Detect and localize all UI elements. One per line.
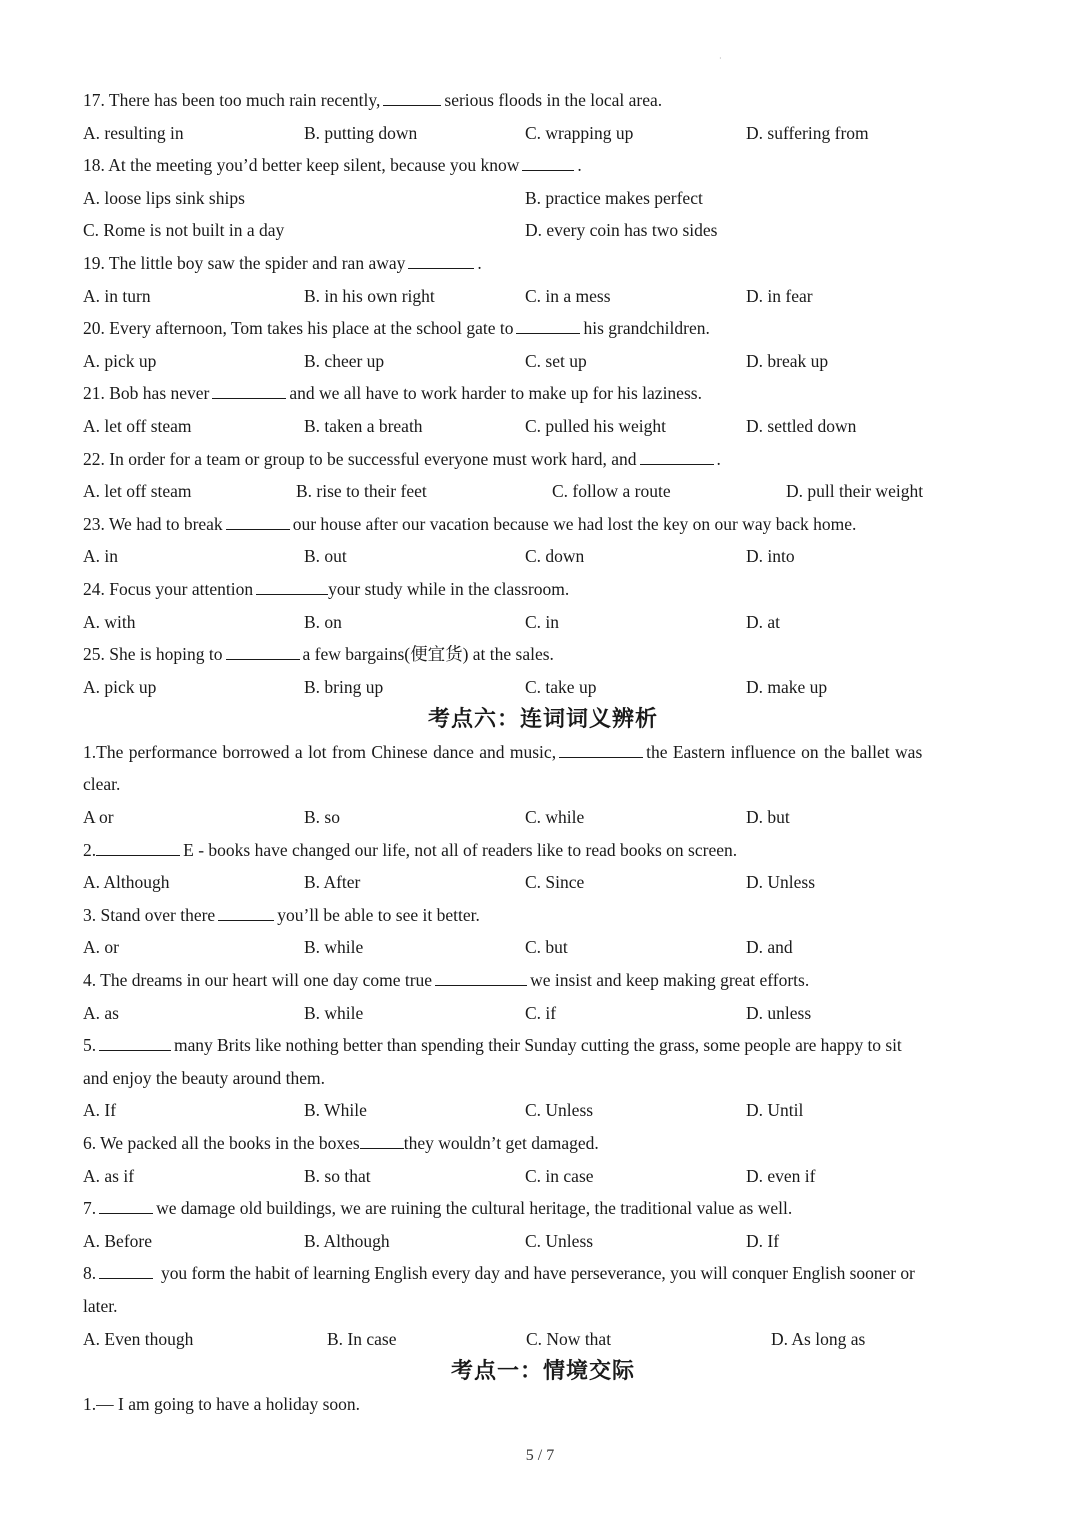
option-d: D. If [746, 1230, 780, 1251]
answer-blank [226, 643, 300, 660]
options-c2 [83, 866, 1003, 899]
option-d: D. and [746, 937, 793, 958]
option-d: D. As long as [771, 1328, 866, 1349]
option-b: B. Although [304, 1230, 390, 1251]
options-19 [83, 280, 1003, 313]
option-a: A. let off steam [83, 415, 192, 436]
question-text: 6. We packed all the books in the boxes [83, 1133, 360, 1153]
option-c: C. down [525, 546, 585, 567]
option-a: A. as if [83, 1165, 135, 1186]
answer-blank [218, 904, 274, 921]
answer-blank [99, 1197, 153, 1214]
question-text: 17. There has been too much rain recently, [83, 90, 381, 110]
question-text: the Eastern influence on the ballet was [646, 741, 923, 762]
option-b: B. in his own right [304, 285, 435, 306]
option-a: A. resulting in [83, 122, 184, 143]
answer-blank [212, 382, 286, 399]
conjunction-question-5 [83, 1029, 1003, 1062]
conjunction-question-2 [83, 834, 1003, 867]
question-23 [83, 508, 1003, 541]
option-a: A. or [83, 937, 119, 958]
option-d: D. at [746, 611, 781, 632]
option-a: A. with [83, 611, 136, 632]
question-text: 1.The performance borrowed a lot from Chinese dance and music, [83, 741, 557, 762]
option-c: C. take up [525, 676, 597, 697]
conjunction-question-6 [83, 1127, 1003, 1160]
question-text: 8. [83, 1263, 97, 1284]
answer-blank [516, 317, 580, 334]
option-c: C. follow a route [552, 481, 671, 502]
option-c: C. while [525, 807, 585, 828]
question-text: . [716, 448, 721, 469]
options-24 [83, 606, 1003, 639]
option-d: D. suffering from [746, 122, 869, 143]
question-text: . [477, 252, 482, 273]
answer-blank [96, 839, 180, 856]
option-c: C. in a mess [525, 285, 611, 306]
option-d: D. in fear [746, 285, 813, 306]
question-18 [83, 149, 1003, 182]
option-b: B. out [304, 546, 347, 567]
answer-blank [360, 1132, 404, 1149]
question-continuation: and enjoy the beauty around them. [83, 1067, 326, 1088]
option-b: B. While [304, 1100, 367, 1121]
options-17 [83, 117, 1003, 150]
options-c4 [83, 997, 1003, 1030]
section-heading: 考点六：连词词义辨析 [427, 706, 658, 733]
answer-blank [226, 513, 290, 530]
option-b: B. while [304, 937, 364, 958]
option-b: B. putting down [304, 122, 418, 143]
answer-blank [256, 578, 328, 595]
option-d: D. into [746, 546, 795, 567]
option-b: B. rise to their feet [296, 481, 427, 502]
options-23 [83, 540, 1003, 573]
option-c: C. in [525, 611, 560, 632]
option-d: D. unless [746, 1002, 812, 1023]
conjunction-question-3 [83, 899, 1003, 932]
document-page [83, 84, 1003, 1420]
question-text: 4. The dreams in our heart will one day come true [83, 970, 433, 991]
question-text: you’ll be able to see it better. [277, 904, 480, 925]
option-c: C. if [525, 1002, 557, 1023]
conjunction-question-8 [83, 1257, 1003, 1290]
answer-blank [559, 741, 643, 758]
options-25 [83, 671, 1003, 704]
question-text: they wouldn’t get damaged. [403, 1133, 599, 1153]
answer-blank [640, 448, 714, 465]
option-c: C. set up [525, 350, 587, 371]
option-c: C. Unless [525, 1230, 594, 1251]
question-text: 7. [83, 1198, 97, 1219]
question-text: your study while in the classroom. [328, 578, 570, 599]
question-text: our house after our vacation because we had lost the key on our way back home. [292, 513, 857, 534]
question-text: 22. In order for a team or group to be successful everyone must work hard, and [83, 448, 637, 469]
answer-blank [383, 89, 441, 106]
question-21 [83, 377, 1003, 410]
option-a: A. pick up [83, 676, 157, 697]
question-text: 21. Bob has never [83, 383, 210, 404]
page-number: 5 / 7 [525, 1447, 555, 1464]
question-24 [83, 573, 1003, 606]
option-b: B. so that [304, 1165, 371, 1186]
options-22 [83, 475, 1003, 508]
option-a: A. as [83, 1002, 119, 1023]
options-c1 [83, 801, 1003, 834]
conjunction-question-1 [83, 736, 1003, 769]
answer-blank [99, 1034, 171, 1051]
option-a: A. pick up [83, 350, 157, 371]
options-21 [83, 410, 1003, 443]
option-d: D. Until [746, 1100, 804, 1121]
conjunction-question-4 [83, 964, 1003, 997]
question-text: 19. The little boy saw the spider and ran away [83, 252, 406, 273]
option-b: B. After [304, 872, 361, 893]
option-c: C. Since [525, 872, 585, 893]
question-text: 18. At the meeting you’d better keep silent, because you know [83, 155, 520, 176]
question-text: we insist and keep making great efforts. [530, 970, 810, 991]
question-text: 23. We had to break [83, 513, 223, 534]
question-text: 25. She is hoping to [83, 644, 223, 665]
option-a: A. Although [83, 872, 170, 893]
option-b: B. cheer up [304, 350, 385, 371]
question-text: serious floods in the local area. [444, 90, 663, 110]
option-b: B. taken a breath [304, 415, 423, 436]
option-d: D. Unless [746, 872, 816, 893]
option-c: C. pulled his weight [525, 415, 666, 436]
question-continuation: later. [83, 1295, 118, 1316]
question-text: we damage old buildings, we are ruining the cultural heritage, the traditional value as well. [156, 1198, 793, 1219]
options-18-row1 [83, 182, 1003, 215]
option-a: A. If [83, 1100, 117, 1121]
question-text: his grandchildren. [583, 318, 710, 339]
option-b: B. bring up [304, 676, 384, 697]
question-17 [83, 84, 1003, 117]
option-b: B. so [304, 807, 340, 828]
question-text: many Brits like nothing better than spending their Sunday cutting the grass, some people are happy to sit [174, 1035, 902, 1056]
options-18-row2 [83, 214, 1003, 247]
question-text: 5. [83, 1035, 97, 1056]
option-b: B. practice makes perfect [525, 187, 703, 208]
dialogue-question-1: 1.— I am going to have a holiday soon. [83, 1393, 361, 1414]
option-a: A. Before [83, 1230, 153, 1251]
options-c3 [83, 931, 1003, 964]
options-c7 [83, 1225, 1003, 1258]
option-d: D. even if [746, 1165, 816, 1186]
option-c: C. Now that [526, 1328, 612, 1349]
option-a: A. Even though [83, 1328, 194, 1349]
conjunction-question-7 [83, 1192, 1003, 1225]
option-b: B. In case [327, 1328, 397, 1349]
question-text: 3. Stand over there [83, 904, 216, 925]
option-c: C. wrapping up [525, 122, 634, 143]
option-a: A or [83, 807, 114, 828]
answer-blank [435, 969, 527, 986]
option-d: D. every coin has two sides [525, 220, 718, 241]
answer-blank [522, 154, 574, 171]
option-d: D. break up [746, 350, 829, 371]
question-text: E - books have changed our life, not all of readers like to read books on screen. [183, 839, 738, 860]
option-c: C. Unless [525, 1100, 594, 1121]
question-text: 24. Focus your attention [83, 578, 254, 599]
question-20 [83, 312, 1003, 345]
option-c: C. but [525, 937, 568, 958]
option-d: D. pull their weight [786, 481, 924, 502]
question-text: a few bargains(便宜货) at the sales. [302, 644, 554, 665]
question-25 [83, 638, 1003, 671]
answer-blank [408, 252, 474, 269]
option-c: C. in case [525, 1165, 594, 1186]
answer-blank [99, 1262, 153, 1279]
question-text: 2. [83, 839, 97, 860]
option-b: B. on [304, 611, 342, 632]
option-d: D. settled down [746, 415, 857, 436]
section-heading: 考点一：情境交际 [450, 1358, 635, 1385]
question-text: 20. Every afternoon, Tom takes his place at the school gate to [83, 318, 514, 339]
question-text: . [577, 155, 582, 176]
options-c8 [83, 1323, 1003, 1356]
option-a: A. in turn [83, 285, 151, 306]
scan-mark: · [719, 54, 722, 63]
options-20 [83, 345, 1003, 378]
options-c5 [83, 1094, 1003, 1127]
option-d: D. make up [746, 676, 828, 697]
option-a: A. loose lips sink ships [83, 187, 245, 208]
question-22 [83, 443, 1003, 476]
option-b: B. while [304, 1002, 364, 1023]
question-text: and we all have to work harder to make up for his laziness. [289, 383, 702, 404]
question-continuation: clear. [83, 774, 121, 795]
option-a: A. in [83, 546, 118, 567]
option-a: A. let off steam [83, 481, 192, 502]
option-c: C. Rome is not built in a day [83, 220, 285, 241]
options-c6 [83, 1160, 1003, 1193]
question-text: you form the habit of learning English every day and have perseverance, you will conquer English sooner or [161, 1263, 915, 1284]
option-d: D. but [746, 807, 790, 828]
question-19 [83, 247, 1003, 280]
